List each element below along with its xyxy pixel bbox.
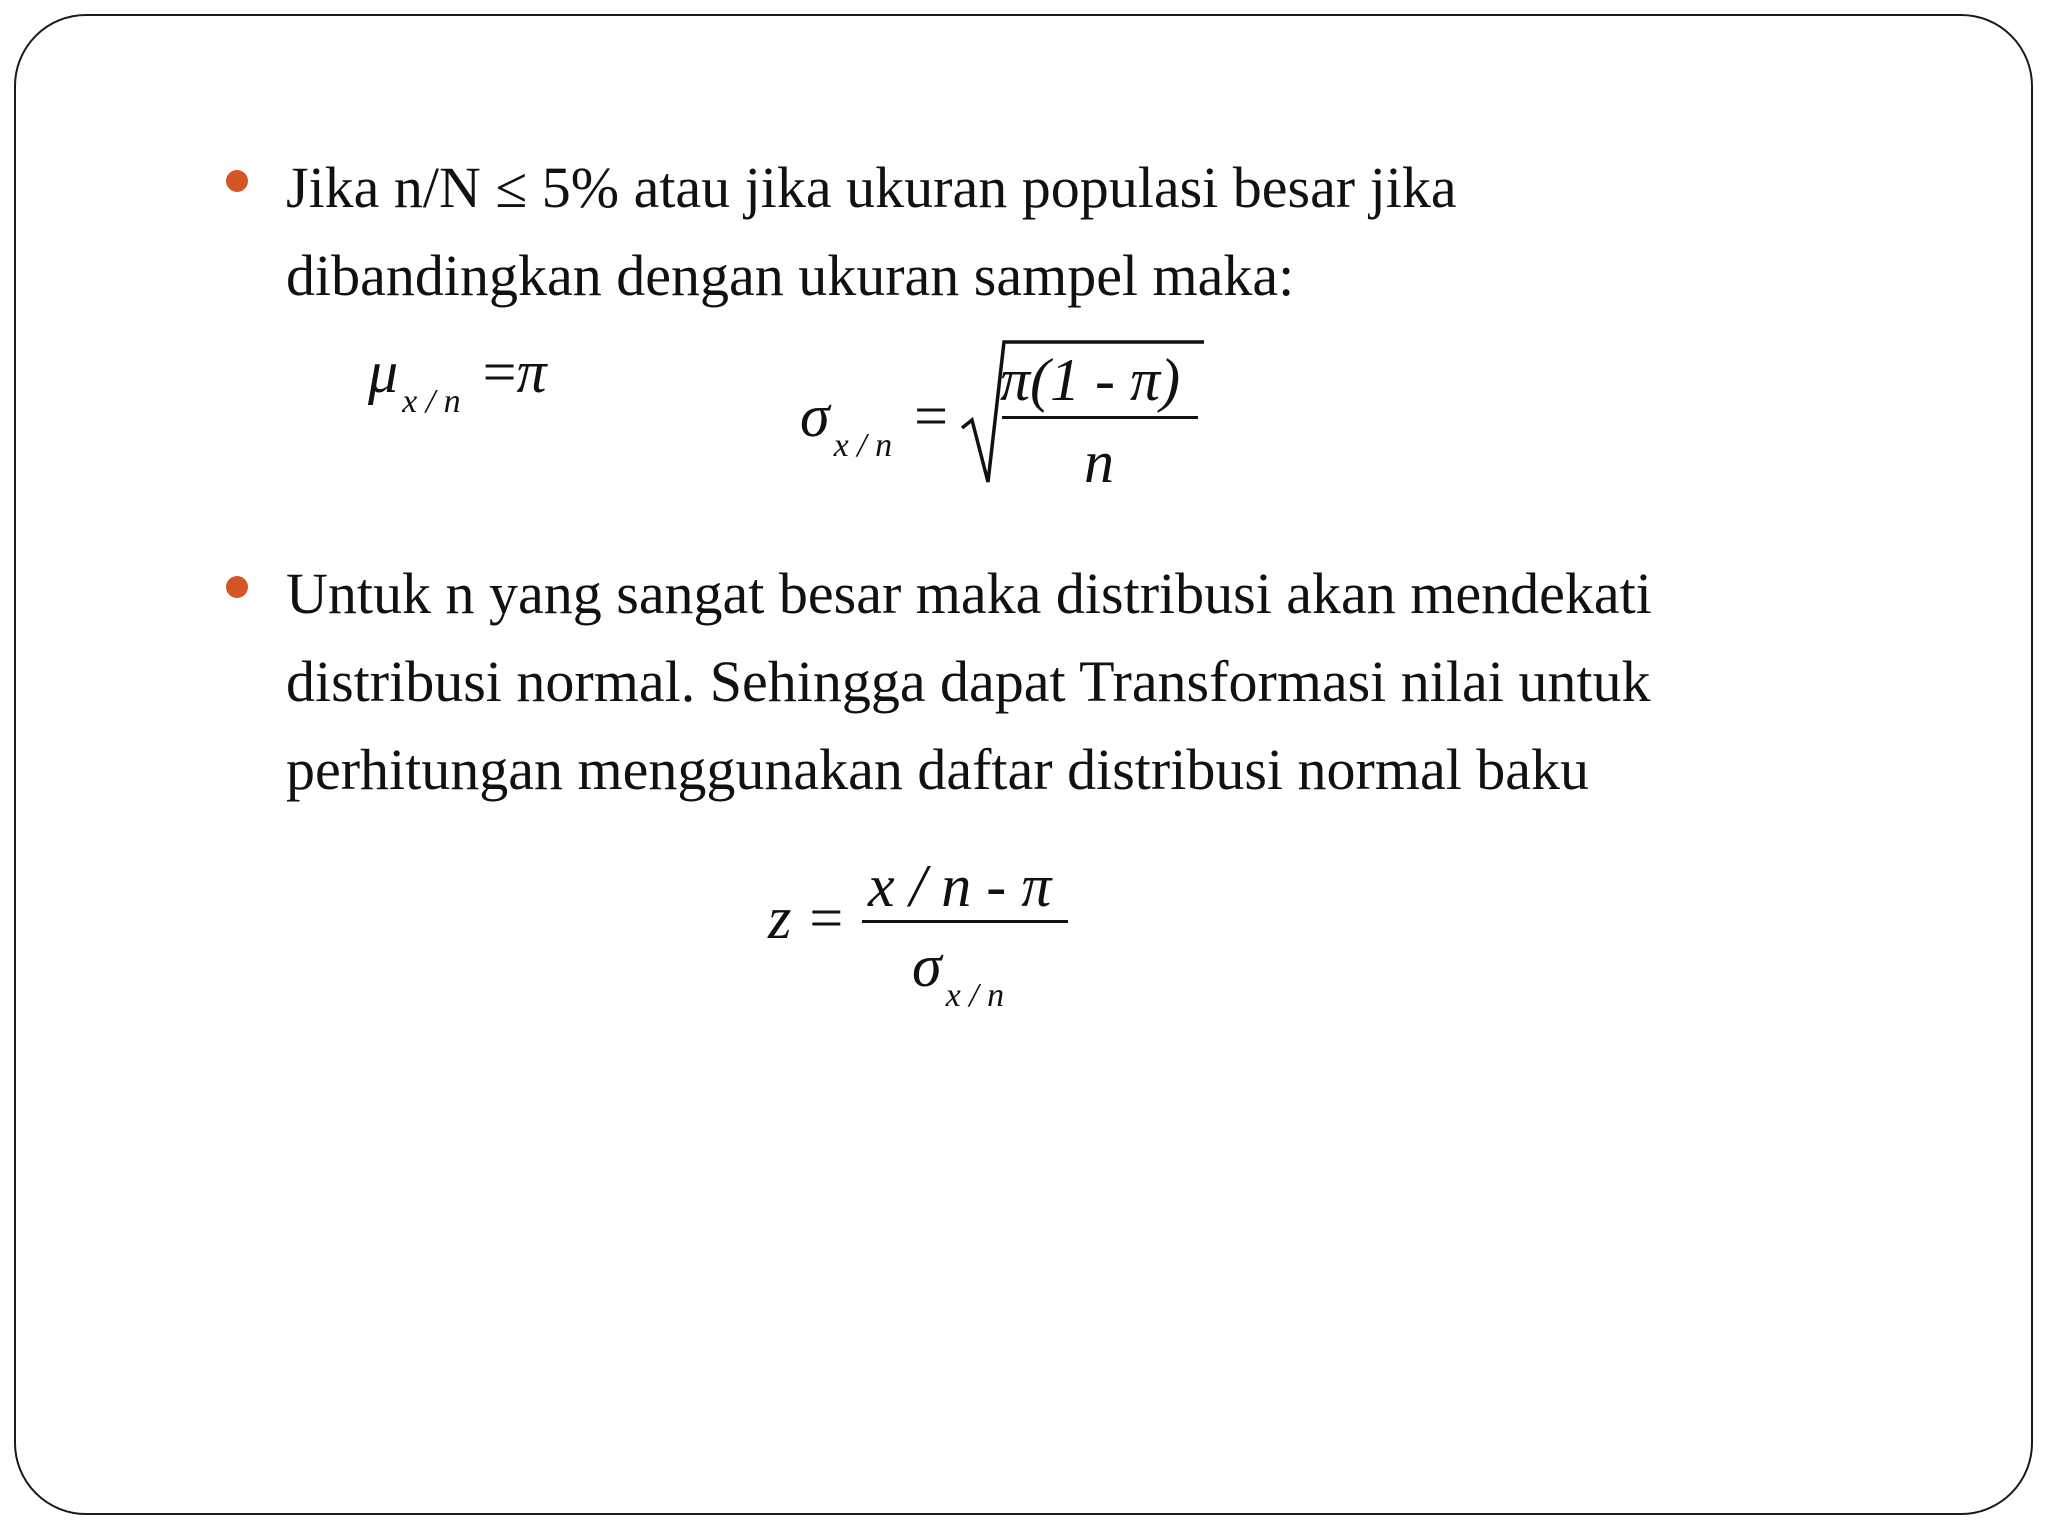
bullet-dot-icon: [226, 170, 248, 192]
mean-equals: =: [482, 339, 517, 405]
bullet-1-line-2: dibandingkan dengan ukuran sampel maka:: [286, 243, 1295, 308]
bullet-2-line-1: Untuk n yang sangat besar maka distribusi akan mendekati: [286, 561, 1652, 626]
mean-formula: [368, 338, 547, 420]
stdev-equals: =: [914, 383, 948, 449]
z-denominator-subscript: x / n: [945, 977, 1005, 1014]
bullet-2-line-3: perhitungan menggunakan daftar distribusi normal baku: [286, 737, 1590, 802]
z-symbol: z: [768, 885, 792, 951]
stdev-fraction-bar: [1002, 416, 1198, 419]
bullet-item-2: [286, 550, 1926, 814]
stdev-subscript: x / n: [833, 427, 893, 464]
sigma-symbol: σ: [912, 933, 942, 999]
bullet-1-line-1: Jika n/N ≤ 5% atau jika ukuran populasi besar jika: [286, 155, 1457, 220]
z-lhs: [768, 884, 843, 953]
z-fraction-bar: [862, 920, 1068, 923]
stdev-lhs: [800, 382, 948, 464]
stdev-denominator: n: [1084, 429, 1114, 495]
pi-symbol: π: [516, 339, 547, 405]
bullet-item-1: [286, 144, 1926, 320]
sigma-symbol: σ: [800, 383, 830, 449]
z-numerator: x / n - π: [868, 853, 1052, 919]
z-equals: =: [809, 885, 844, 951]
bullet-dot-icon: [226, 576, 248, 598]
stdev-numerator: π(1 - π): [1000, 347, 1181, 413]
mu-symbol: μ: [368, 339, 399, 405]
mean-subscript: x / n: [402, 383, 461, 420]
bullet-2-line-2: distribusi normal. Sehingga dapat Transformasi nilai untuk: [286, 649, 1651, 714]
z-denominator: [912, 932, 1005, 1014]
